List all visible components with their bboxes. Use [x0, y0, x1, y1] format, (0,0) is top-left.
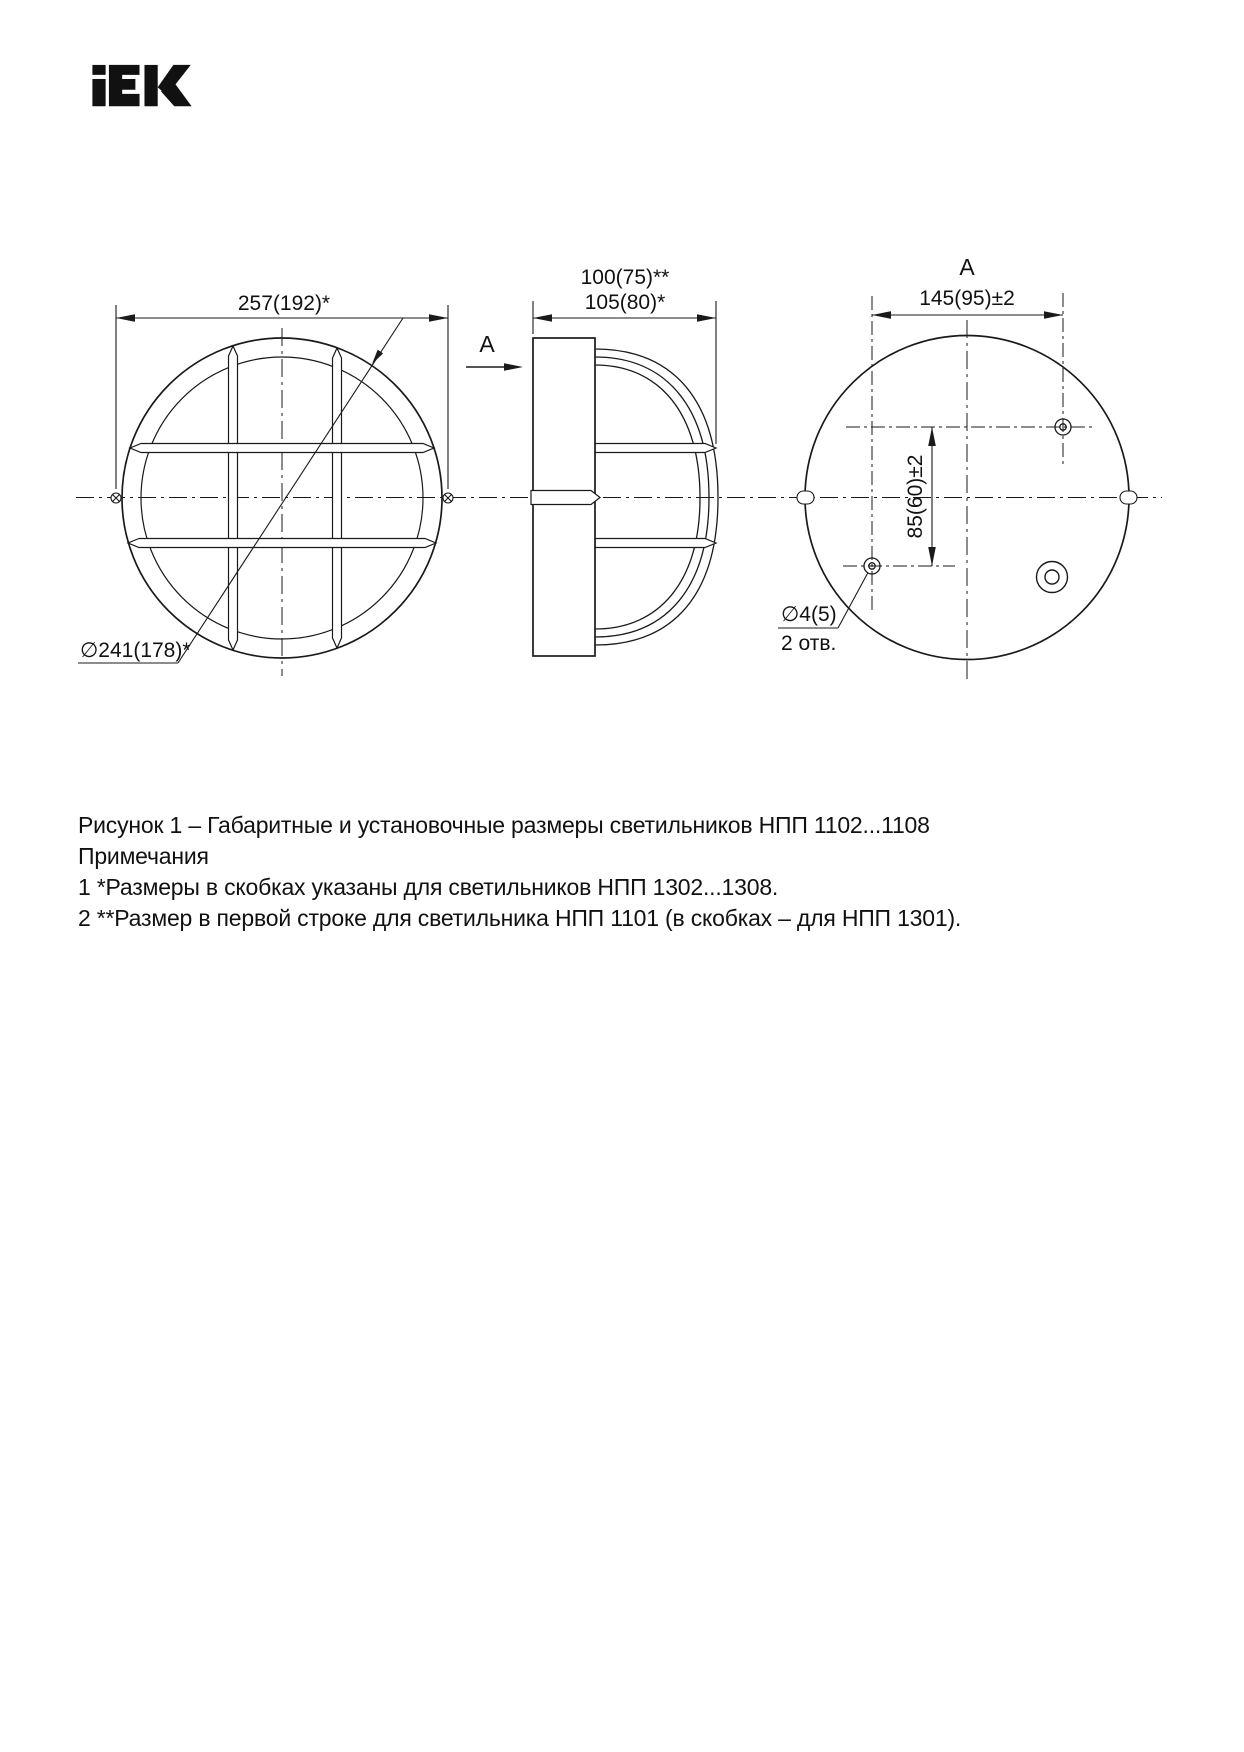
drawing-canvas: [0, 130, 1244, 810]
back-view-title: A: [959, 254, 975, 280]
iek-logo: [72, 55, 212, 117]
view-direction-arrow: [466, 363, 523, 371]
back-latch-left: [797, 491, 814, 504]
front-view: [78, 292, 453, 676]
hole-diameter-label: ∅4(5): [781, 603, 837, 626]
back-view: [778, 254, 1137, 682]
side-depth-dim-bottom-label: 105(80)*: [584, 291, 666, 314]
figure-caption: [78, 810, 1178, 934]
technical-drawing: [0, 130, 1244, 810]
side-screw-right: [443, 493, 453, 503]
hole-spacing-h-dimension: [872, 311, 1063, 319]
side-depth-dim-top-label: 100(75)**: [580, 266, 670, 289]
figure-title: Рисунок 1 – Габаритные и установочные размеры светильников НПП 1102...1108: [78, 812, 930, 838]
front-diameter-leader: [78, 318, 403, 663]
notes-title: Примечания: [78, 843, 209, 869]
hole-spacing-v-dimension: [928, 427, 936, 566]
side-screw-left: [111, 493, 121, 503]
front-width-dim-label: 257(192)*: [237, 292, 331, 315]
cable-entry: [1037, 562, 1068, 593]
view-direction-letter: A: [479, 331, 495, 357]
note-2: 2 **Размер в первой строке для светильника НПП 1101 (в скобках – для НПП 1301).: [78, 905, 962, 931]
hole-spacing-v-label: 85(60)±2: [904, 454, 927, 539]
latch-clip: [531, 491, 600, 505]
hole-count-label: 2 отв.: [781, 632, 837, 655]
note-1: 1 *Размеры в скобках указаны для светильников НПП 1302...1308.: [78, 874, 779, 900]
side-view: [466, 266, 718, 656]
back-latch-right: [1120, 491, 1137, 504]
front-diameter-label: ∅241(178)*: [80, 639, 191, 662]
hole-spacing-h-label: 145(95)±2: [919, 287, 1015, 310]
iek-logo-glyphs: [72, 55, 212, 117]
